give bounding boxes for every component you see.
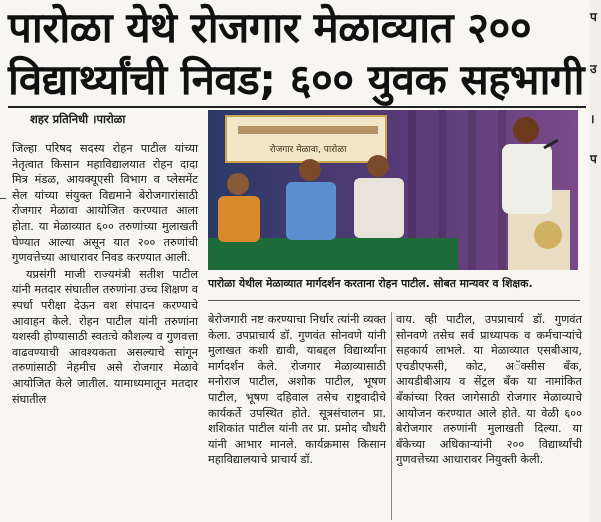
paragraph: बेरोजगारी नष्ट करण्याचा निर्धार त्यांनी व्यक्त केला. उपप्राचार्य डॉ. गुणवंत सोनवणे यांनी मुलाखत कशी द्यावी, याबद्दल विद्यार्थ्यांना मार्गदर्शन केले. रोजगार मेळाव्यासाठी मनोराज पाटील, अशोक पाटील, भूषण पाटील, भूषण दहिवाल तसेच राष्ट्रवादीचे कार्यकर्ते उपस्थित होते. सूत्रसंचालन प्रा. शशिकांत पाटील यांनी तर प्रा. प्रमोद चौधरी यांनी आभार मानले. कार्यक्रमास किसान महाविद्यालयाचे प्राचार्य डॉ. bbox=[208, 313, 386, 467]
article-column-2 bbox=[208, 312, 386, 469]
event-photo bbox=[208, 110, 578, 270]
edge-character: प bbox=[590, 152, 597, 166]
edge-character: उ bbox=[590, 62, 597, 76]
paragraph: जिल्हा परिषद सदस्य रोहन पाटील यांच्या नेतृत्वात किसान महाविद्यालयात रोहन दादा मित्र मंडळ, आयक्यूएसी विभाग व प्लेसमेंट सेल यांच्या संयुक्त विद्यमाने बेरोजगारांसाठी रोजगार मेळावा आयोजित करण्यात आला होता. या मेळाव्यात ६०० तरुणांच्या मुलाखती घेण्यात आल्या असून यात २०० तरुणांची गुणवत्तेच्या आधारावर निवड करण्यात आली. bbox=[12, 142, 198, 265]
caption-rule bbox=[208, 300, 580, 301]
article-column-3 bbox=[396, 312, 582, 469]
paragraph: वाय. व्ही पाटील, उपप्राचार्य डॉ. गुणवंत सोनवणे तसेच सर्व प्राध्यापक व कर्मचाऱ्यांचे सहकार्य लाभले. या मेळाव्यात एसबीआय, एचडीएफसी, कोट, अॅक्सीस बँक, आयडीबीआय व सेंट्रल बँक या नामांकित बँकांच्या रिक्त जागेसाठी रोजगार मेळाव्याचे आयोजन करण्यात आले होते. या वेळी ६०० बेरोजगार तरुणांनी मुलाखती दिल्या. या बँकेच्या अधिकाऱ्यांनी २०० विद्यार्थ्यांची गुणवत्तेच्या आधारावर नियुक्ती केली. bbox=[396, 313, 582, 467]
edge-character: प bbox=[590, 10, 597, 24]
headline-line-1: पारोळा येथे रोजगार मेळाव्यात २०० bbox=[8, 3, 532, 52]
banner-text: रोजगार मेळावा, पारोळा bbox=[269, 145, 347, 155]
byline: शहर प्रतिनिधी ।पारोळा bbox=[30, 112, 126, 126]
article-column-1 bbox=[12, 141, 198, 408]
paragraph: यप्रसंगी माजी राज्यमंत्री सतीश पाटील यांनी मतदार संघातील तरुणांना उच्च शिक्षण व स्पर्धा परीक्षा देऊन वश संपादन करण्याचे आवाहन केले. रोहन पाटील यांनी तरुणांना यशस्वी होण्यासाठी स्वतःचे कौशल्य व गुणवत्ता वाढवण्याची आवश्यकता असल्याचे सांगून तरुणांसाठी नेहमीच असे रोजगार मेळावे आयोजित केले जातील. यामाध्यमातून मतदार संघातील bbox=[12, 267, 198, 406]
headline-rule bbox=[8, 106, 586, 108]
headline-line-2: विद्यार्थ्यांची निवड; ६०० युवक सहभागी bbox=[8, 55, 584, 104]
headline bbox=[8, 2, 586, 106]
edge-character: । bbox=[590, 112, 595, 126]
photo-caption: पारोळा येथील मेळाव्यात मार्गदर्शन करताना रोहन पाटील. सोबत मान्यवर व शिक्षक. bbox=[208, 277, 533, 290]
event-photo-illustration bbox=[208, 110, 578, 270]
adjacent-article-edge bbox=[590, 0, 601, 522]
crop-mark bbox=[0, 198, 6, 199]
column-divider bbox=[391, 312, 392, 520]
